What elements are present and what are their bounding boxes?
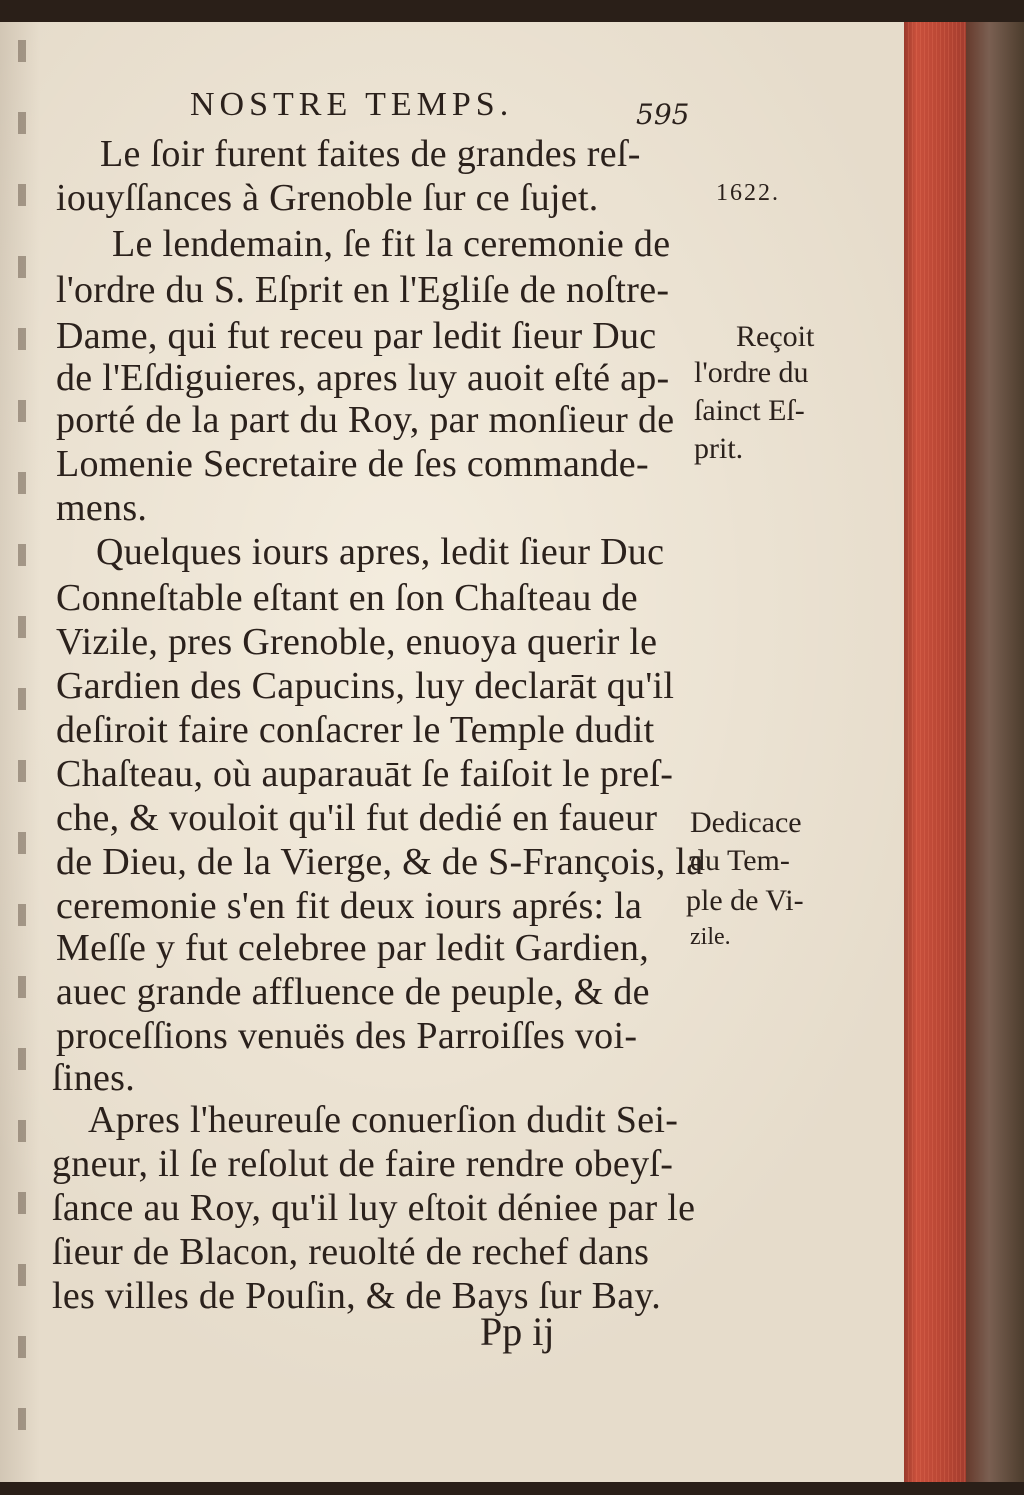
- text-line: deſiroit faire conſacrer le Temple dudit: [56, 709, 655, 751]
- text-line: mens.: [56, 487, 148, 529]
- text-line: Vizile, pres Grenoble, enuoya querir le: [56, 621, 658, 663]
- text-line: Apres l'heureuſe conuerſion dudit Sei-: [88, 1099, 679, 1141]
- margin-note-line: ſainct Eſ-: [694, 394, 805, 427]
- text-line: l'ordre du S. Eſprit en l'Egliſe de noſtre-: [56, 269, 670, 311]
- text-line: ſance au Roy, qu'il luy eſtoit déniee par le: [52, 1187, 696, 1229]
- text-line: Le ſoir furent faites de grandes reſ-: [100, 133, 641, 175]
- text-line: Meſſe y fut celebree par ledit Gardien,: [56, 927, 650, 969]
- text-line: ſines.: [52, 1057, 136, 1099]
- text-line: proceſſions venuës des Parroiſſes voi-: [56, 1015, 638, 1057]
- margin-note-line: ple de Vi-: [686, 884, 804, 917]
- margin-note-line: l'ordre du: [694, 356, 809, 389]
- margin-note-line: prit.: [694, 432, 744, 465]
- text-line: porté de la part du Roy, par monſieur de: [56, 399, 675, 441]
- margin-note-line: Dedicace: [690, 806, 802, 839]
- text-line: Le lendemain, ſe fit la ceremonie de: [112, 223, 671, 265]
- margin-note-line: Reçoit: [736, 320, 815, 353]
- text-line: gneur, il ſe reſolut de faire rendre obeyſ-: [52, 1143, 674, 1185]
- text-line: Chaſteau, où auparauāt ſe faiſoit le preſ-: [56, 753, 674, 795]
- text-line: Quelques iours apres, ledit ſieur Duc: [96, 531, 665, 573]
- book-fore-edge: [966, 22, 1024, 1482]
- margin-note-line: du Tem-: [690, 844, 790, 877]
- text-line: Gardien des Capucins, luy declarāt qu'il: [56, 665, 675, 707]
- running-head: NOSTRE TEMPS.: [190, 86, 514, 123]
- text-line: che, & vouloit qu'il fut dedié en faueur: [56, 797, 658, 839]
- margin-note-line: zile.: [690, 924, 731, 950]
- page-number: 595: [636, 98, 690, 131]
- text-line: de Dieu, de la Vierge, & de S-François, la: [56, 841, 704, 883]
- text-line: Dame, qui fut receu par ledit ſieur Duc: [56, 315, 657, 357]
- text-line: de l'Eſdiguieres, apres luy auoit eſté ap-: [56, 357, 670, 399]
- text-line: ſieur de Blacon, reuolté de rechef dans: [52, 1231, 650, 1273]
- text-line: Lomenie Secretaire de ſes commande-: [56, 443, 649, 485]
- margin-year: 1622.: [716, 180, 780, 206]
- signature-mark: Pp ij: [480, 1309, 555, 1354]
- text-line: les villes de Pouſin, & de Bays ſur Bay.: [52, 1275, 662, 1317]
- text-line: ceremonie s'en fit deux iours aprés: la: [56, 885, 643, 927]
- text-line: iouyſſances à Grenoble ſur ce ſujet.: [56, 177, 599, 219]
- text-line: auec grande affluence de peuple, & de: [56, 971, 650, 1013]
- text-line: Conneſtable eſtant en ſon Chaſteau de: [56, 577, 638, 619]
